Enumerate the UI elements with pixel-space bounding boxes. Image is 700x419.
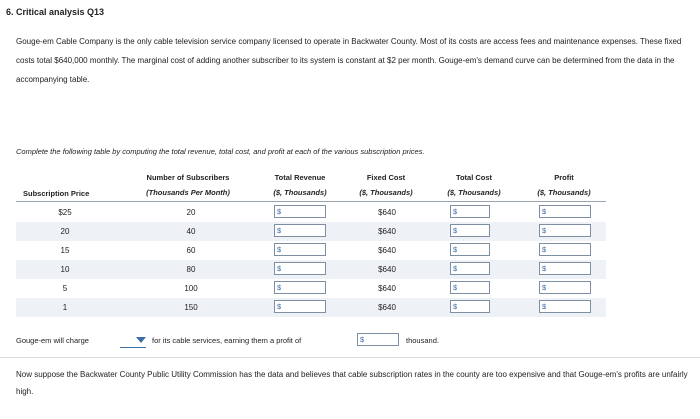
table-row bbox=[16, 222, 606, 241]
subscribers-cell: 20 bbox=[186, 208, 196, 217]
total-revenue-input[interactable]: $ bbox=[274, 281, 326, 294]
subscribers-cell: 40 bbox=[186, 227, 196, 236]
total-revenue-input[interactable]: $ bbox=[274, 243, 326, 256]
price-cell: 15 bbox=[60, 246, 70, 255]
profit-input[interactable]: $ bbox=[539, 281, 591, 294]
profit-input[interactable]: $ bbox=[539, 224, 591, 237]
header-profit-1: Profit bbox=[554, 173, 574, 182]
total-cost-input[interactable]: $ bbox=[450, 224, 490, 237]
price-cell: 20 bbox=[60, 227, 70, 236]
profit-answer-input[interactable]: $ bbox=[357, 333, 399, 346]
header-price: Subscription Price bbox=[23, 189, 90, 198]
table-header-rule bbox=[16, 201, 606, 202]
subscribers-cell: 80 bbox=[186, 265, 196, 274]
section-divider bbox=[0, 357, 700, 358]
charge-prefix-text: Gouge-em will charge bbox=[16, 336, 89, 345]
subscribers-cell: 150 bbox=[184, 303, 198, 312]
profit-input[interactable]: $ bbox=[539, 205, 591, 218]
charge-middle-text: for its cable services, earning them a profit of bbox=[152, 336, 302, 345]
header-revenue-1: Total Revenue bbox=[274, 173, 326, 182]
fixed-cost-cell: $640 bbox=[378, 265, 396, 274]
total-revenue-input[interactable]: $ bbox=[274, 300, 326, 313]
fixed-cost-cell: $640 bbox=[378, 227, 396, 236]
fixed-cost-cell: $640 bbox=[378, 303, 396, 312]
total-revenue-input[interactable]: $ bbox=[274, 262, 326, 275]
followup-paragraph: Now suppose the Backwater County Public Utility Commission has the data and believes that cable subscription rates in the county are too expensive and that Gouge-em's profits are unfairly high. bbox=[16, 370, 688, 396]
header-subscribers-2: (Thousands Per Month) bbox=[146, 188, 230, 197]
total-cost-input[interactable]: $ bbox=[450, 281, 490, 294]
thousand-label: thousand. bbox=[406, 336, 439, 345]
table-row bbox=[16, 298, 606, 317]
price-cell: 5 bbox=[62, 284, 68, 293]
total-revenue-input[interactable]: $ bbox=[274, 224, 326, 237]
total-cost-input[interactable]: $ bbox=[450, 262, 490, 275]
table-row bbox=[16, 279, 606, 298]
header-totalcost-2: ($, Thousands) bbox=[447, 188, 501, 197]
header-profit-2: ($, Thousands) bbox=[537, 188, 591, 197]
table-row bbox=[16, 260, 606, 279]
header-revenue-2: ($, Thousands) bbox=[273, 188, 327, 197]
question-title: 6. Critical analysis Q13 bbox=[6, 7, 105, 17]
price-cell: 10 bbox=[60, 265, 70, 274]
subscribers-cell: 100 bbox=[184, 284, 198, 293]
total-cost-input[interactable]: $ bbox=[450, 205, 490, 218]
total-cost-input[interactable]: $ bbox=[450, 300, 490, 313]
price-cell: 1 bbox=[62, 303, 68, 312]
header-subscribers-1: Number of Subscribers bbox=[146, 173, 230, 182]
fixed-cost-cell: $640 bbox=[378, 208, 396, 217]
subscribers-cell: 60 bbox=[186, 246, 196, 255]
fixed-cost-cell: $640 bbox=[378, 284, 396, 293]
total-cost-input[interactable]: $ bbox=[450, 243, 490, 256]
header-totalcost-1: Total Cost bbox=[455, 173, 493, 182]
price-cell: $25 bbox=[58, 208, 72, 217]
chevron-down-icon bbox=[136, 337, 146, 343]
profit-input[interactable]: $ bbox=[539, 243, 591, 256]
header-fixed-2: ($, Thousands) bbox=[359, 188, 413, 197]
instruction-text: Complete the following table by computing the total revenue, total cost, and profit at each of the various subscription prices. bbox=[16, 147, 425, 156]
fixed-cost-cell: $640 bbox=[378, 246, 396, 255]
price-dropdown[interactable] bbox=[120, 336, 146, 348]
table-row bbox=[16, 241, 606, 260]
header-fixed-1: Fixed Cost bbox=[366, 173, 406, 182]
profit-input[interactable]: $ bbox=[539, 300, 591, 313]
intro-paragraph: Gouge-em Cable Company is the only cable television service company licensed to operate in Backwater County. Most of its costs are access fees and maintenance expenses. These fixed costs total $640,000 monthly. The marginal cost of adding another subscriber to its system is constant at $2 per month. Gouge-em's demand curve can be determined from the data in the accompanying table. bbox=[16, 37, 682, 84]
table-row bbox=[16, 203, 606, 222]
profit-input[interactable]: $ bbox=[539, 262, 591, 275]
total-revenue-input[interactable]: $ bbox=[274, 205, 326, 218]
